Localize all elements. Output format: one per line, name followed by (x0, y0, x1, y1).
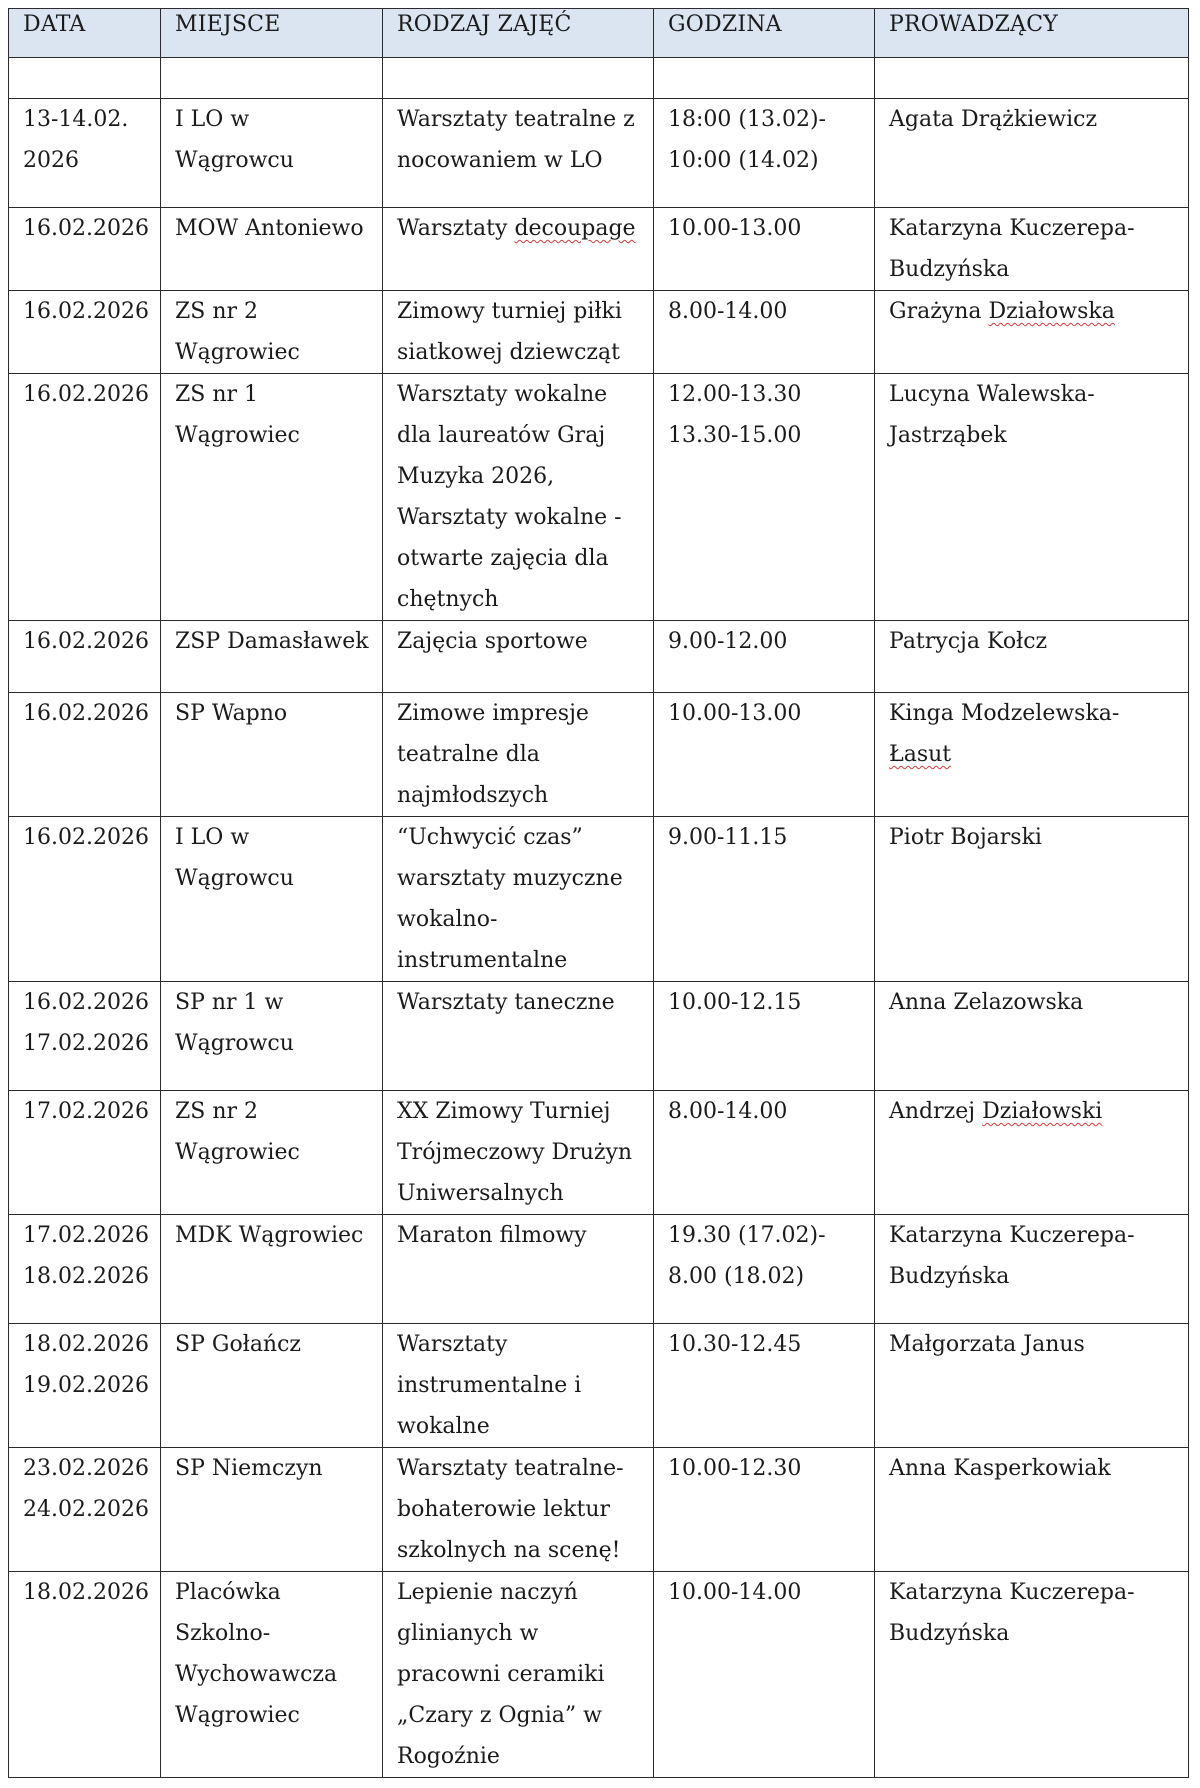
cell-type (383, 1091, 654, 1215)
cell-place (161, 208, 383, 291)
cell-lead (875, 1448, 1189, 1572)
time-line: 8.00 (18.02) (668, 1264, 805, 1289)
type-text: Warsztaty teatralne-bohaterowie lektur szkolnych na scenę! (397, 1456, 624, 1563)
header-row (9, 9, 1189, 58)
cell-place (161, 99, 383, 208)
cell-time (654, 1324, 875, 1448)
time-line: 8.00-14.00 (668, 299, 788, 324)
cell-date (9, 374, 161, 621)
cell-lead (875, 99, 1189, 208)
place-text: ZS nr 1 Wągrowiec (175, 382, 300, 448)
cell-lead (875, 817, 1189, 982)
cell-place (161, 1448, 383, 1572)
date-line: 2026 (23, 148, 79, 173)
place-text: ZSP Damasławek (175, 629, 369, 654)
time-line: 10.00-12.30 (668, 1456, 802, 1481)
table-row (9, 99, 1189, 208)
date-line: 13-14.02. (23, 107, 129, 132)
table-row (9, 982, 1189, 1091)
table-row (9, 374, 1189, 621)
empty-cell (161, 58, 383, 99)
place-text: SP nr 1 w Wągrowcu (175, 990, 294, 1056)
lead-text: Anna Zelazowska (889, 990, 1084, 1015)
type-text: Warsztaty wokalne dla laureatów Graj Muzyka 2026, Warsztaty wokalne - otwarte zajęcia dla chętnych (397, 382, 622, 612)
table-row (9, 1324, 1189, 1448)
cell-place (161, 374, 383, 621)
type-text: XX Zimowy Turniej Trójmeczowy Drużyn Uniwersalnych (397, 1099, 633, 1206)
place-text: Placówka Szkolno-Wychowawcza Wągrowiec (175, 1580, 338, 1728)
time-line: 10.00-14.00 (668, 1580, 802, 1605)
table-row (9, 291, 1189, 374)
cell-type (383, 1215, 654, 1324)
cell-time (654, 817, 875, 982)
cell-time (654, 982, 875, 1091)
place-text: SP Wapno (175, 701, 288, 726)
time-line: 10.30-12.45 (668, 1332, 802, 1357)
cell-place (161, 1215, 383, 1324)
cell-date (9, 1215, 161, 1324)
cell-type (383, 1324, 654, 1448)
lead-text: Piotr Bojarski (889, 825, 1042, 850)
type-text: Zimowy turniej piłki siatkowej dziewcząt (397, 299, 622, 365)
cell-type (383, 291, 654, 374)
cell-lead (875, 982, 1189, 1091)
cell-type (383, 374, 654, 621)
type-text: Maraton filmowy (397, 1223, 587, 1248)
time-line: 8.00-14.00 (668, 1099, 788, 1124)
cell-date (9, 1091, 161, 1215)
empty-row (9, 58, 1189, 99)
cell-lead (875, 374, 1189, 621)
place-text: MOW Antoniewo (175, 216, 364, 241)
cell-lead (875, 1572, 1189, 1778)
table-row (9, 817, 1189, 982)
lead-text: Lucyna Walewska-Jastrząbek (889, 382, 1095, 448)
place-text: I LO w Wągrowcu (175, 107, 294, 173)
lead-text: Katarzyna Kuczerepa-Budzyńska (889, 1580, 1135, 1646)
date-line: 16.02.2026 (23, 629, 149, 654)
cell-lead (875, 621, 1189, 693)
time-line: 13.30-15.00 (668, 423, 802, 448)
header-place: MIEJSCE (161, 9, 383, 58)
place-text: I LO w Wągrowcu (175, 825, 294, 891)
lead-text: Grażyna Działowska (889, 299, 1115, 324)
cell-time (654, 291, 875, 374)
cell-type (383, 99, 654, 208)
cell-place (161, 621, 383, 693)
cell-place (161, 1572, 383, 1778)
cell-type (383, 982, 654, 1091)
place-text: MDK Wągrowiec (175, 1223, 364, 1248)
cell-type (383, 817, 654, 982)
time-line: 12.00-13.30 (668, 382, 802, 407)
date-line: 16.02.2026 (23, 701, 149, 726)
type-text: Warsztaty taneczne (397, 990, 615, 1015)
time-line: 10.00-12.15 (668, 990, 802, 1015)
lead-text: Katarzyna Kuczerepa-Budzyńska (889, 216, 1135, 282)
lead-text: Anna Kasperkowiak (889, 1456, 1111, 1481)
place-text: SP Gołańcz (175, 1332, 302, 1357)
lead-text: Patrycja Kołcz (889, 629, 1048, 654)
place-text: SP Niemczyn (175, 1456, 323, 1481)
cell-date (9, 1324, 161, 1448)
date-line: 16.02.2026 (23, 825, 149, 850)
cell-time (654, 374, 875, 621)
table-row (9, 1572, 1189, 1778)
cell-date (9, 1448, 161, 1572)
date-line: 16.02.2026 (23, 382, 149, 407)
date-line: 17.02.2026 (23, 1223, 149, 1248)
empty-cell (875, 58, 1189, 99)
cell-date (9, 291, 161, 374)
cell-place (161, 291, 383, 374)
cell-type (383, 621, 654, 693)
time-line: 9.00-11.15 (668, 825, 788, 850)
header-lead: PROWADZĄCY (875, 9, 1189, 58)
time-line: 10:00 (14.02) (668, 148, 819, 173)
date-line: 16.02.2026 (23, 990, 149, 1015)
lead-text: Katarzyna Kuczerepa-Budzyńska (889, 1223, 1135, 1289)
date-line: 18.02.2026 (23, 1580, 149, 1605)
type-text: Zajęcia sportowe (397, 629, 588, 654)
cell-type (383, 1572, 654, 1778)
cell-time (654, 621, 875, 693)
date-line: 16.02.2026 (23, 216, 149, 241)
date-line: 24.02.2026 (23, 1497, 149, 1522)
cell-time (654, 1091, 875, 1215)
cell-time (654, 693, 875, 817)
cell-date (9, 621, 161, 693)
cell-date (9, 693, 161, 817)
cell-date (9, 817, 161, 982)
empty-cell (654, 58, 875, 99)
cell-place (161, 982, 383, 1091)
cell-date (9, 99, 161, 208)
time-line: 10.00-13.00 (668, 701, 802, 726)
cell-time (654, 1572, 875, 1778)
header-type: RODZAJ ZAJĘĆ (383, 9, 654, 58)
time-line: 9.00-12.00 (668, 629, 788, 654)
lead-text: Andrzej Działowski (889, 1099, 1103, 1124)
cell-type (383, 208, 654, 291)
cell-lead (875, 693, 1189, 817)
place-text: ZS nr 2 Wągrowiec (175, 1099, 300, 1165)
cell-date (9, 208, 161, 291)
type-text: Warsztaty decoupage (397, 216, 636, 241)
table-row (9, 621, 1189, 693)
cell-time (654, 99, 875, 208)
place-text: ZS nr 2 Wągrowiec (175, 299, 300, 365)
schedule-table (8, 8, 1189, 1778)
schedule-body (9, 58, 1189, 1778)
cell-place (161, 817, 383, 982)
cell-date (9, 982, 161, 1091)
table-row (9, 693, 1189, 817)
date-line: 19.02.2026 (23, 1373, 149, 1398)
cell-lead (875, 208, 1189, 291)
cell-lead (875, 1215, 1189, 1324)
cell-place (161, 693, 383, 817)
table-row (9, 1215, 1189, 1324)
time-line: 19.30 (17.02)- (668, 1223, 826, 1248)
type-text: Warsztaty teatralne z nocowaniem w LO (397, 107, 635, 173)
lead-text: Kinga Modzelewska-Łasut (889, 701, 1120, 767)
cell-lead (875, 1324, 1189, 1448)
date-line: 16.02.2026 (23, 299, 149, 324)
date-line: 17.02.2026 (23, 1031, 149, 1056)
lead-text: Małgorzata Janus (889, 1332, 1085, 1357)
type-text: “Uchwycić czas” warsztaty muzyczne wokalno-instrumentalne (397, 825, 623, 973)
date-line: 17.02.2026 (23, 1099, 149, 1124)
type-text: Warsztaty instrumentalne i wokalne (397, 1332, 582, 1439)
empty-cell (383, 58, 654, 99)
cell-time (654, 1215, 875, 1324)
header-time: GODZINA (654, 9, 875, 58)
date-line: 18.02.2026 (23, 1264, 149, 1289)
cell-time (654, 208, 875, 291)
header-date: DATA (9, 9, 161, 58)
lead-text: Agata Drążkiewicz (889, 107, 1098, 132)
table-row (9, 208, 1189, 291)
type-text: Lepienie naczyń glinianych w pracowni ceramiki „Czary z Ognia” w Rogoźnie (397, 1580, 605, 1769)
time-line: 18:00 (13.02)- (668, 107, 826, 132)
cell-type (383, 693, 654, 817)
cell-place (161, 1324, 383, 1448)
type-text: Zimowe impresje teatralne dla najmłodszych (397, 701, 589, 808)
table-row (9, 1448, 1189, 1572)
time-line: 10.00-13.00 (668, 216, 802, 241)
cell-place (161, 1091, 383, 1215)
date-line: 23.02.2026 (23, 1456, 149, 1481)
date-line: 18.02.2026 (23, 1332, 149, 1357)
cell-lead (875, 291, 1189, 374)
table-row (9, 1091, 1189, 1215)
empty-cell (9, 58, 161, 99)
cell-date (9, 1572, 161, 1778)
cell-time (654, 1448, 875, 1572)
cell-type (383, 1448, 654, 1572)
cell-lead (875, 1091, 1189, 1215)
